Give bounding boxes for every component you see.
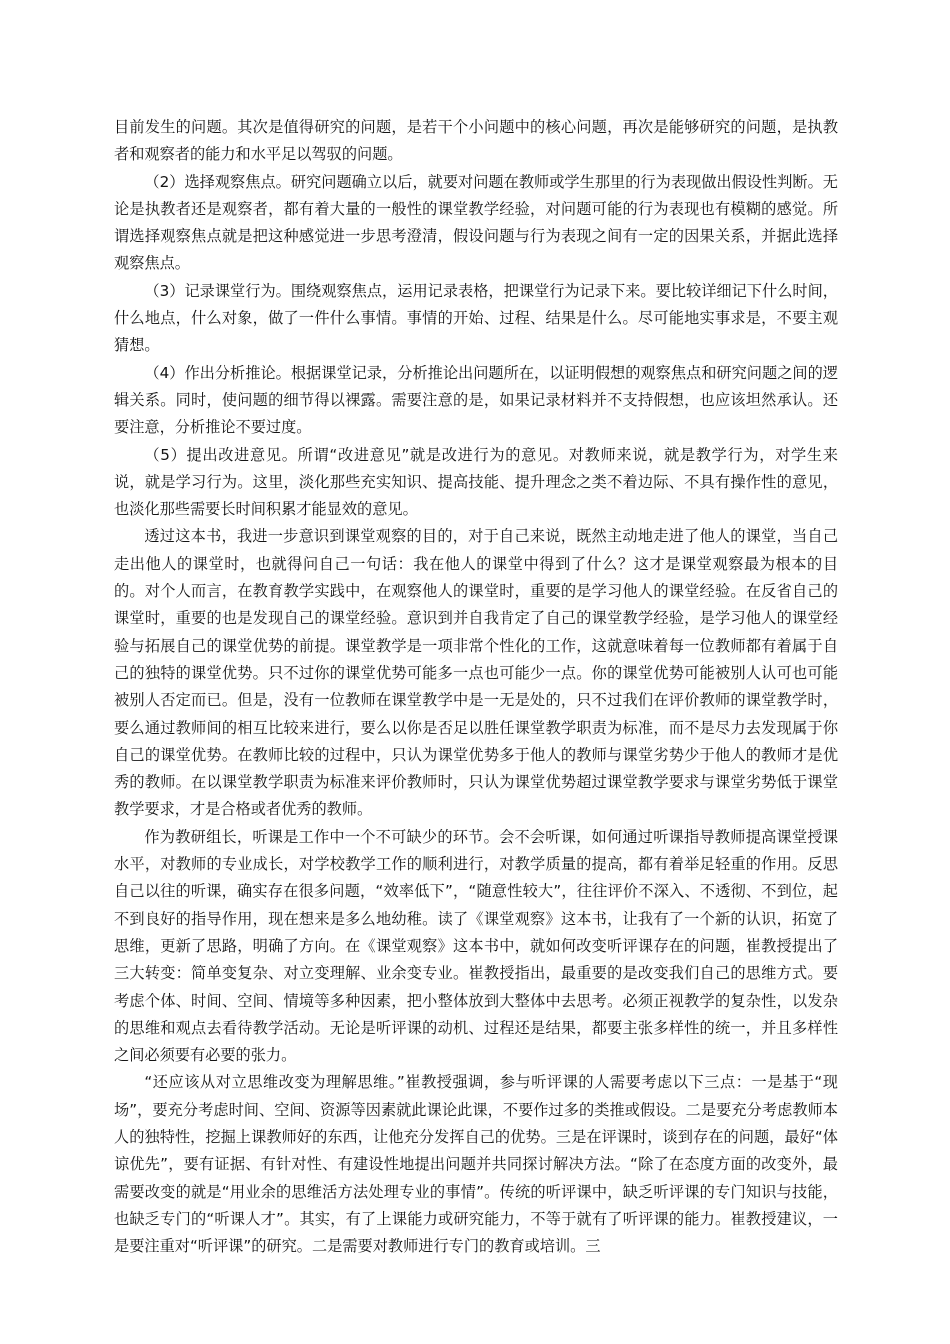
- paragraph-step-5: （5）提出改进意见。所谓“改进意见”就是改进行为的意见。对教师来说，就是教学行为，对学生来说，就是学习行为。这里，淡化那些充实知识、提高技能、提升理念之类不着边际、不具有操作性的意见，也淡化那些需要长时间积累才能显效的意见。: [114, 445, 838, 519]
- paragraph-step-2: （2）选择观察焦点。研究问题确立以后，就要对问题在教师或学生那里的行为表现做出假设性判断。无论是执教者还是观察者，都有着大量的一般性的课堂教学经验，对问题可能的行为表现也有模糊的感觉。所谓选择观察焦点就是把这种感觉进一步思考澄清，假设问题与行为表现之间有一定的因果关系，并据此选择观察焦点。: [114, 172, 838, 273]
- paragraph-step-3: （3）记录课堂行为。围绕观察焦点，运用记录表格，把课堂行为记录下来。要比较详细记下什么时间，什么地点，什么对象，做了一件什么事情。事情的开始、过程、结果是什么。尽可能地实事求是，不要主观猜想。: [114, 281, 838, 355]
- paragraph-reflection: 透过这本书，我进一步意识到课堂观察的目的，对于自己来说，既然主动地走进了他人的课堂，当自己走出他人的课堂时，也就得问自己一句话：我在他人的课堂中得到了什么？这才是课堂观察最为根本的目的。对个人而言，在教育教学实践中，在观察他人的课堂时，重要的是学习他人的课堂经验。在反省自己的课堂时，重要的也是发现自己的课堂经验。意识到并自我肯定了自己的课堂教学经验，是学习他人的课堂经验与拓展自己的课堂优势的前提。课堂教学是一项非常个性化的工作，这就意味着每一位教师都有着属于自己的独特的课堂优势。只不过你的课堂优势可能多一点也可能少一点。你的课堂优势可能被别人认可也可能被别人否定而已。但是，没有一位教师在课堂教学中是一无是处的，只不过我们在评价教师的课堂教学时，要么通过教师间的相互比较来进行，要么以你是否足以胜任课堂教学职责为标准，而不是尽力去发现属于你自己的课堂优势。在教师比较的过程中，只认为课堂优势多于他人的教师与课堂劣势少于他人的教师才是优秀的教师。在以课堂教学职责为标准来评价教师时，只认为课堂优势超过课堂教学要求与课堂劣势低于课堂教学要求，才是合格或者优秀的教师。: [114, 527, 838, 819]
- paragraph-continued-intro: 目前发生的问题。其次是值得研究的问题，是若干个小问题中的核心问题，再次是能够研究的问题，是执教者和观察者的能力和水平足以驾驭的问题。: [114, 118, 838, 164]
- body-text: [114, 114, 838, 1260]
- paragraph-understanding-thinking: “还应该从对立思维改变为理解思维。”崔教授强调，参与听评课的人需要考虑以下三点：一是基于“现场”，要充分考虑时间、空间、资源等因素就此课论此课，不要作过多的类推或假设。二是要充分考虑教师本人的独特性，挖掘上课教师好的东西，让他充分发挥自己的优势。三是在评课时，谈到存在的问题，最好“体谅优先”，要有证据、有针对性、有建设性地提出问题并共同探讨解决方法。“除了在态度方面的改变外，最需要改变的就是“用业余的思维活方法处理专业的事情”。传统的听评课中，缺乏听评课的专门知识与技能，也缺乏专门的“听课人才”。其实，有了上课能力或研究能力，不等于就有了听评课的能力。崔教授建议，一是要注重对“听评课”的研究。二是需要对教师进行专门的教育或培训。三: [114, 1073, 838, 1256]
- paragraph-lesson-listening: 作为教研组长，听课是工作中一个不可缺少的环节。会不会听课，如何通过听课指导教师提高课堂授课水平，对教师的专业成长，对学校教学工作的顺利进行，对教学质量的提高，都有着举足轻重的作用。反思自己以往的听课，确实存在很多问题，“效率低下”，“随意性较大”，往往评价不深入、不透彻、不到位，起不到良好的指导作用，现在想来是多么地幼稚。读了《课堂观察》这本书，让我有了一个新的认识，拓宽了思维，更新了思路，明确了方向。在《课堂观察》这本书中，就如何改变听评课存在的问题，崔教授提出了三大转变：简单变复杂、对立变理解、业余变专业。崔教授指出，最重要的是改变我们自己的思维方式。要考虑个体、时间、空间、情境等多种因素，把小整体放到大整体中去思考。必须正视教学的复杂性，以发杂的思维和观点去看待教学活动。无论是听评课的动机、过程还是结果，都要主张多样性的统一，并且多样性之间必须要有必要的张力。: [114, 827, 838, 1065]
- paragraph-step-4: （4）作出分析推论。根据课堂记录，分析推论出问题所在，以证明假想的观察焦点和研究问题之间的逻辑关系。同时，使问题的细节得以裸露。需要注意的是，如果记录材料并不支持假想，也应该坦然承认。还要注意，分析推论不要过度。: [114, 363, 838, 437]
